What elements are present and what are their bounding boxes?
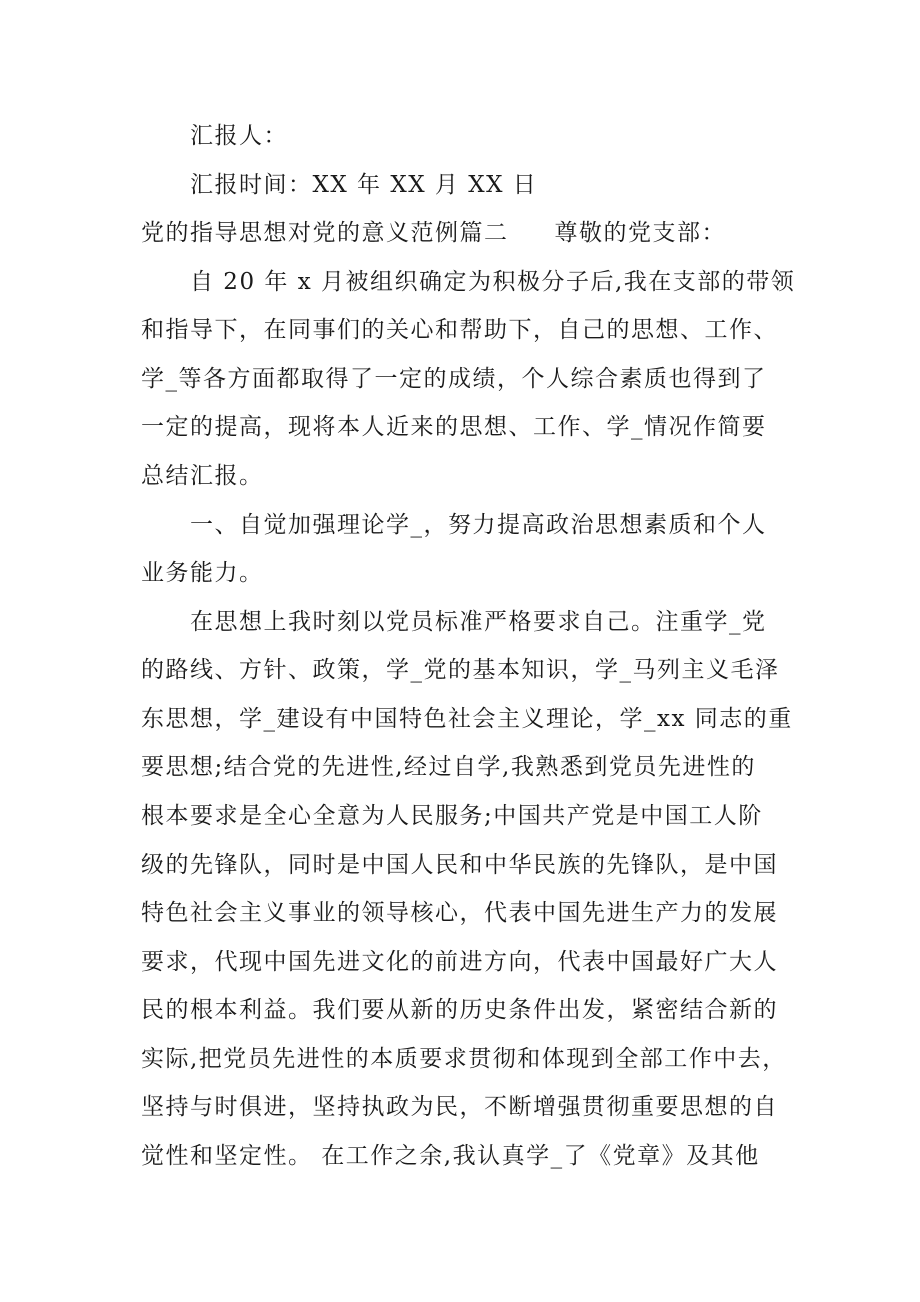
paragraph-line: 总结汇报。 (141, 463, 264, 489)
paragraph-line: 根本要求是全心全意为人民服务;中国共产党是中国工人阶 (141, 803, 763, 829)
paragraph-line: 自 20 年 x 月被组织确定为积极分子后,我在支部的带领 (190, 269, 796, 295)
paragraph-line: 级的先锋队，同时是中国人民和中华民族的先锋队，是中国 (141, 852, 778, 878)
paragraph-line: 特色社会主义事业的领导核心，代表中国先进生产力的发展 (141, 900, 778, 926)
paragraph-line: 坚持与时俱进，坚持执政为民，不断增强贯彻重要思想的自 (141, 1094, 778, 1120)
salutation: 尊敬的党支部： (554, 220, 726, 246)
paragraph-line: 要求，代现中国先进文化的前进方向，代表中国最好广大人 (141, 949, 778, 975)
paragraph-line: 学_等各方面都取得了一定的成绩，个人综合素质也得到了 (141, 366, 767, 392)
section-heading-line (141, 219, 726, 247)
paragraph-line: 一定的提高，现将本人近来的思想、工作、学_情况作简要 (141, 414, 767, 440)
paragraph-line: 在思想上我时刻以党员标准严格要求自己。注重学_党 (190, 609, 767, 635)
paragraph-line: 民的根本利益。我们要从新的历史条件出发，紧密结合新的 (141, 997, 778, 1023)
reporter-line: 汇报人： (190, 123, 288, 149)
report-time-line: 汇报时间：XX 年 XX 月 XX 日 (190, 172, 538, 198)
paragraph-line: 东思想，学_建设有中国特色社会主义理论，学_xx 同志的重 (141, 706, 793, 732)
paragraph-line: 实际,把党员先进性的本质要求贯彻和体现到全部工作中去， (141, 1046, 787, 1072)
section-title: 党的指导思想对党的意义范例篇二 (141, 220, 509, 246)
paragraph-line: 要思想;结合党的先进性,经过自学,我熟悉到党员先进性的 (141, 754, 756, 780)
paragraph-line: 业务能力。 (141, 560, 264, 586)
paragraph-line: 和指导下，在同事们的关心和帮助下，自己的思想、工作、 (141, 317, 778, 343)
paragraph-line: 觉性和坚定性。 在工作之余,我认真学_了《党章》及其他 (141, 1143, 760, 1169)
paragraph-line: 一、自觉加强理论学_，努力提高政治思想素质和个人 (190, 512, 767, 538)
paragraph-line: 的路线、方针、政策，学_党的基本知识，学_马列主义毛泽 (141, 657, 780, 683)
